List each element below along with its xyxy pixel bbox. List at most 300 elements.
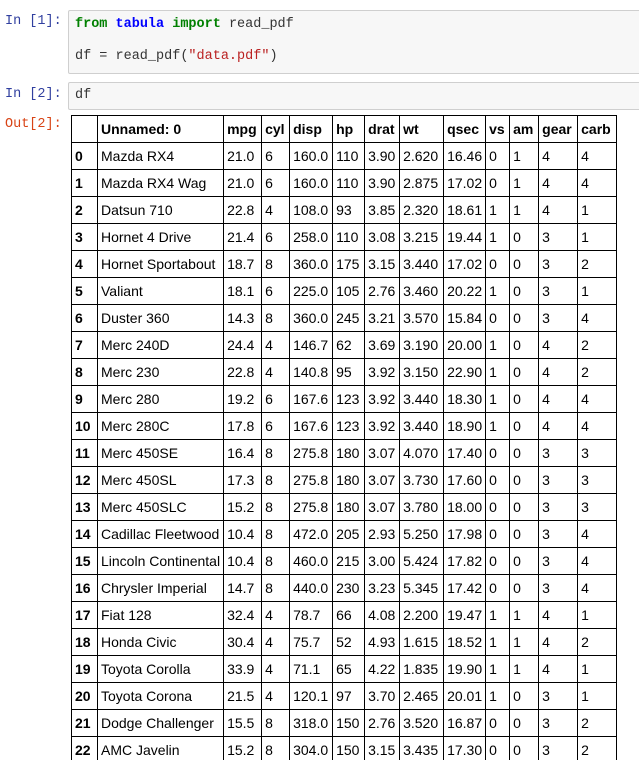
- code-line: df: [75, 88, 92, 103]
- table-cell: 2.200: [400, 602, 444, 629]
- table-cell: 52: [333, 629, 365, 656]
- table-cell: 3.07: [365, 440, 400, 467]
- table-cell: 0: [486, 251, 510, 278]
- table-cell: 0: [510, 737, 539, 760]
- table-cell: Lincoln Continental: [98, 548, 224, 575]
- table-cell: 1: [486, 602, 510, 629]
- column-header: gear: [539, 116, 578, 143]
- table-cell: 3.85: [365, 197, 400, 224]
- table-cell: 3.21: [365, 305, 400, 332]
- column-header: Unnamed: 0: [98, 116, 224, 143]
- code-text: ): [269, 49, 278, 64]
- table-cell: 2.76: [365, 710, 400, 737]
- table-cell: 0: [486, 467, 510, 494]
- table-cell: 150: [333, 710, 365, 737]
- table-row: [72, 602, 617, 629]
- table-row: [72, 359, 617, 386]
- table-cell: 66: [333, 602, 365, 629]
- row-index: 6: [72, 305, 98, 332]
- table-cell: 5.250: [400, 521, 444, 548]
- table-cell: 2.93: [365, 521, 400, 548]
- table-cell: 440.0: [290, 575, 333, 602]
- table-row: [72, 440, 617, 467]
- table-cell: 6: [262, 170, 290, 197]
- table-row: [72, 332, 617, 359]
- table-cell: 318.0: [290, 710, 333, 737]
- table-cell: 0: [486, 305, 510, 332]
- column-header: mpg: [224, 116, 262, 143]
- table-cell: 0: [510, 224, 539, 251]
- row-index: 4: [72, 251, 98, 278]
- table-cell: 2.76: [365, 278, 400, 305]
- table-cell: 0: [510, 305, 539, 332]
- table-cell: 3.90: [365, 143, 400, 170]
- table-cell: Datsun 710: [98, 197, 224, 224]
- table-row: [72, 170, 617, 197]
- table-cell: 15.5: [224, 710, 262, 737]
- column-header: cyl: [262, 116, 290, 143]
- table-cell: 0: [510, 413, 539, 440]
- table-cell: 4.22: [365, 656, 400, 683]
- table-cell: 0: [486, 170, 510, 197]
- table-cell: 3.69: [365, 332, 400, 359]
- table-cell: 160.0: [290, 143, 333, 170]
- table-cell: 19.44: [444, 224, 486, 251]
- table-cell: 0: [510, 251, 539, 278]
- table-cell: 5.424: [400, 548, 444, 575]
- table-cell: 4: [578, 143, 617, 170]
- table-cell: 0: [510, 440, 539, 467]
- table-cell: 1: [510, 656, 539, 683]
- table-cell: Valiant: [98, 278, 224, 305]
- row-index: 5: [72, 278, 98, 305]
- table-row: [72, 305, 617, 332]
- string-literal: "data.pdf": [188, 49, 270, 64]
- table-cell: 1: [510, 170, 539, 197]
- column-header: drat: [365, 116, 400, 143]
- table-cell: 3: [539, 494, 578, 521]
- table-cell: 3.15: [365, 251, 400, 278]
- column-header: [72, 116, 98, 143]
- row-index: 20: [72, 683, 98, 710]
- table-cell: 32.4: [224, 602, 262, 629]
- table-cell: Dodge Challenger: [98, 710, 224, 737]
- table-cell: Merc 450SLC: [98, 494, 224, 521]
- table-cell: 14.3: [224, 305, 262, 332]
- table-cell: 3.70: [365, 683, 400, 710]
- column-header: am: [510, 116, 539, 143]
- table-cell: 1: [510, 629, 539, 656]
- dataframe-table: [71, 115, 617, 760]
- table-cell: Hornet 4 Drive: [98, 224, 224, 251]
- table-cell: 8: [262, 521, 290, 548]
- table-cell: 2: [578, 629, 617, 656]
- table-cell: 3.15: [365, 737, 400, 760]
- table-cell: 0: [486, 521, 510, 548]
- table-cell: 150: [333, 737, 365, 760]
- table-cell: 215: [333, 548, 365, 575]
- table-cell: 3: [578, 440, 617, 467]
- table-cell: 4: [262, 332, 290, 359]
- table-cell: 0: [510, 548, 539, 575]
- table-cell: 21.0: [224, 143, 262, 170]
- row-index: 1: [72, 170, 98, 197]
- table-cell: Merc 450SE: [98, 440, 224, 467]
- table-cell: 17.42: [444, 575, 486, 602]
- row-index: 16: [72, 575, 98, 602]
- table-cell: 19.2: [224, 386, 262, 413]
- table-cell: Honda Civic: [98, 629, 224, 656]
- table-cell: 4: [539, 656, 578, 683]
- code-text: df = read_pdf(: [75, 49, 189, 64]
- table-cell: 2: [578, 710, 617, 737]
- table-cell: 18.7: [224, 251, 262, 278]
- table-cell: 230: [333, 575, 365, 602]
- table-cell: 0: [510, 494, 539, 521]
- table-cell: 30.4: [224, 629, 262, 656]
- table-cell: 180: [333, 467, 365, 494]
- table-cell: 110: [333, 224, 365, 251]
- table-cell: 14.7: [224, 575, 262, 602]
- table-cell: 0: [486, 737, 510, 760]
- table-cell: Fiat 128: [98, 602, 224, 629]
- table-cell: 4: [262, 683, 290, 710]
- table-cell: 4: [539, 629, 578, 656]
- row-index: 18: [72, 629, 98, 656]
- table-cell: 15.2: [224, 494, 262, 521]
- table-cell: 4: [262, 629, 290, 656]
- table-cell: 17.98: [444, 521, 486, 548]
- table-cell: Merc 450SL: [98, 467, 224, 494]
- imported-name: read_pdf: [220, 17, 294, 32]
- table-cell: 0: [510, 683, 539, 710]
- table-cell: 8: [262, 251, 290, 278]
- table-cell: 93: [333, 197, 365, 224]
- table-cell: 22.8: [224, 359, 262, 386]
- table-cell: 6: [262, 224, 290, 251]
- keyword-from: from: [75, 17, 108, 32]
- table-header-row: [72, 116, 617, 143]
- row-index: 3: [72, 224, 98, 251]
- table-cell: 1: [486, 197, 510, 224]
- table-cell: 17.82: [444, 548, 486, 575]
- row-index: 7: [72, 332, 98, 359]
- table-cell: 15.2: [224, 737, 262, 760]
- table-cell: 17.60: [444, 467, 486, 494]
- table-cell: Mazda RX4: [98, 143, 224, 170]
- table-cell: 4: [539, 413, 578, 440]
- row-index: 13: [72, 494, 98, 521]
- input-prompt-1: In [1]:: [5, 14, 62, 29]
- table-cell: 1: [578, 197, 617, 224]
- table-cell: 78.7: [290, 602, 333, 629]
- table-cell: 19.47: [444, 602, 486, 629]
- table-cell: 19.90: [444, 656, 486, 683]
- table-cell: 10.4: [224, 548, 262, 575]
- table-cell: 4.070: [400, 440, 444, 467]
- table-cell: 3.190: [400, 332, 444, 359]
- table-cell: 20.22: [444, 278, 486, 305]
- column-header: vs: [486, 116, 510, 143]
- table-row: [72, 251, 617, 278]
- table-cell: Merc 240D: [98, 332, 224, 359]
- table-cell: 21.4: [224, 224, 262, 251]
- table-cell: Merc 230: [98, 359, 224, 386]
- table-cell: 460.0: [290, 548, 333, 575]
- table-cell: 1: [486, 413, 510, 440]
- table-cell: Toyota Corolla: [98, 656, 224, 683]
- table-cell: 18.61: [444, 197, 486, 224]
- table-cell: 140.8: [290, 359, 333, 386]
- table-cell: 16.4: [224, 440, 262, 467]
- table-cell: 1: [578, 224, 617, 251]
- table-cell: 8: [262, 575, 290, 602]
- table-cell: 3: [539, 278, 578, 305]
- code-line-1: [75, 17, 294, 32]
- table-cell: 8: [262, 305, 290, 332]
- table-cell: 4: [539, 602, 578, 629]
- table-row: [72, 575, 617, 602]
- column-header: disp: [290, 116, 333, 143]
- table-cell: 4: [578, 575, 617, 602]
- table-cell: 4: [578, 305, 617, 332]
- column-header: carb: [578, 116, 617, 143]
- table-cell: 1: [486, 332, 510, 359]
- table-cell: 3.440: [400, 386, 444, 413]
- table-row: [72, 197, 617, 224]
- table-cell: 1.615: [400, 629, 444, 656]
- table-cell: 8: [262, 467, 290, 494]
- row-index: 10: [72, 413, 98, 440]
- row-index: 15: [72, 548, 98, 575]
- table-cell: 65: [333, 656, 365, 683]
- table-cell: 1: [486, 224, 510, 251]
- table-cell: 0: [510, 386, 539, 413]
- table-cell: 4: [262, 656, 290, 683]
- table-cell: 3: [578, 494, 617, 521]
- table-cell: 1: [510, 602, 539, 629]
- table-cell: 15.84: [444, 305, 486, 332]
- table-cell: 18.00: [444, 494, 486, 521]
- code-cell-2[interactable]: [68, 82, 639, 110]
- table-cell: 5.345: [400, 575, 444, 602]
- table-cell: 0: [486, 440, 510, 467]
- table-row: [72, 386, 617, 413]
- table-row: [72, 494, 617, 521]
- table-cell: 62: [333, 332, 365, 359]
- table-cell: 0: [510, 521, 539, 548]
- table-cell: Mazda RX4 Wag: [98, 170, 224, 197]
- table-cell: 2.620: [400, 143, 444, 170]
- table-cell: 2: [578, 737, 617, 760]
- table-cell: 17.8: [224, 413, 262, 440]
- table-cell: 17.02: [444, 170, 486, 197]
- table-cell: 22.90: [444, 359, 486, 386]
- table-cell: 0: [486, 710, 510, 737]
- table-cell: 167.6: [290, 386, 333, 413]
- table-cell: 97: [333, 683, 365, 710]
- table-cell: 275.8: [290, 440, 333, 467]
- row-index: 9: [72, 386, 98, 413]
- table-cell: 6: [262, 143, 290, 170]
- table-cell: 3: [539, 521, 578, 548]
- table-cell: 258.0: [290, 224, 333, 251]
- table-cell: 3.150: [400, 359, 444, 386]
- table-row: [72, 737, 617, 760]
- table-cell: 4: [262, 359, 290, 386]
- table-cell: 0: [486, 143, 510, 170]
- table-cell: 75.7: [290, 629, 333, 656]
- row-index: 8: [72, 359, 98, 386]
- table-cell: 1: [486, 629, 510, 656]
- table-cell: 3: [539, 683, 578, 710]
- table-cell: 1: [578, 602, 617, 629]
- table-cell: 472.0: [290, 521, 333, 548]
- table-cell: 225.0: [290, 278, 333, 305]
- table-cell: 18.30: [444, 386, 486, 413]
- row-index: 11: [72, 440, 98, 467]
- table-cell: 3.92: [365, 413, 400, 440]
- column-header: hp: [333, 116, 365, 143]
- table-cell: 17.3: [224, 467, 262, 494]
- table-cell: 3: [539, 467, 578, 494]
- table-cell: 0: [510, 710, 539, 737]
- table-cell: 108.0: [290, 197, 333, 224]
- table-row: [72, 278, 617, 305]
- table-cell: 1: [578, 656, 617, 683]
- table-cell: 105: [333, 278, 365, 305]
- table-cell: 3.215: [400, 224, 444, 251]
- column-header: wt: [400, 116, 444, 143]
- code-cell-1[interactable]: [68, 10, 639, 74]
- table-cell: Cadillac Fleetwood: [98, 521, 224, 548]
- table-cell: 0: [510, 359, 539, 386]
- row-index: 19: [72, 656, 98, 683]
- table-cell: 0: [510, 575, 539, 602]
- table-cell: 123: [333, 386, 365, 413]
- table-cell: 180: [333, 494, 365, 521]
- row-index: 12: [72, 467, 98, 494]
- table-cell: 17.40: [444, 440, 486, 467]
- table-row: [72, 656, 617, 683]
- table-cell: 3.460: [400, 278, 444, 305]
- table-cell: 3.92: [365, 359, 400, 386]
- table-cell: 160.0: [290, 170, 333, 197]
- table-cell: 275.8: [290, 494, 333, 521]
- table-cell: 4: [539, 170, 578, 197]
- table-cell: 18.1: [224, 278, 262, 305]
- table-cell: 3.440: [400, 413, 444, 440]
- table-cell: Toyota Corona: [98, 683, 224, 710]
- row-index: 0: [72, 143, 98, 170]
- table-cell: 3.07: [365, 494, 400, 521]
- table-cell: 20.01: [444, 683, 486, 710]
- table-cell: 3: [539, 440, 578, 467]
- table-cell: 3.730: [400, 467, 444, 494]
- table-cell: Merc 280: [98, 386, 224, 413]
- table-row: [72, 683, 617, 710]
- table-cell: 3: [539, 251, 578, 278]
- table-cell: 33.9: [224, 656, 262, 683]
- table-cell: 110: [333, 143, 365, 170]
- table-cell: 16.87: [444, 710, 486, 737]
- table-cell: 17.02: [444, 251, 486, 278]
- table-cell: 4: [539, 386, 578, 413]
- table-cell: 3.90: [365, 170, 400, 197]
- table-cell: 304.0: [290, 737, 333, 760]
- table-cell: 4: [539, 197, 578, 224]
- table-row: [72, 467, 617, 494]
- table-cell: 180: [333, 440, 365, 467]
- table-cell: 8: [262, 737, 290, 760]
- table-cell: 4: [578, 170, 617, 197]
- table-cell: 4: [262, 197, 290, 224]
- table-cell: 146.7: [290, 332, 333, 359]
- table-cell: Hornet Sportabout: [98, 251, 224, 278]
- table-cell: 21.0: [224, 170, 262, 197]
- table-cell: 3: [539, 305, 578, 332]
- table-cell: 22.8: [224, 197, 262, 224]
- table-cell: 4: [262, 602, 290, 629]
- table-cell: 8: [262, 494, 290, 521]
- table-cell: 3.520: [400, 710, 444, 737]
- table-cell: 205: [333, 521, 365, 548]
- table-cell: 6: [262, 386, 290, 413]
- table-cell: 1: [510, 143, 539, 170]
- table-cell: 3: [539, 224, 578, 251]
- table-cell: 71.1: [290, 656, 333, 683]
- row-index: 17: [72, 602, 98, 629]
- table-cell: 3.780: [400, 494, 444, 521]
- table-cell: 167.6: [290, 413, 333, 440]
- table-cell: 0: [510, 467, 539, 494]
- table-cell: 245: [333, 305, 365, 332]
- table-cell: 3.92: [365, 386, 400, 413]
- table-row: [72, 710, 617, 737]
- table-cell: 2: [578, 251, 617, 278]
- table-cell: 24.4: [224, 332, 262, 359]
- table-cell: 275.8: [290, 467, 333, 494]
- table-cell: 2: [578, 359, 617, 386]
- code-line-2: [75, 49, 278, 64]
- table-cell: 2: [578, 332, 617, 359]
- table-cell: AMC Javelin: [98, 737, 224, 760]
- table-row: [72, 224, 617, 251]
- output-prompt-2: Out[2]:: [5, 117, 62, 132]
- table-cell: 95: [333, 359, 365, 386]
- table-cell: 0: [486, 548, 510, 575]
- table-cell: 1: [486, 656, 510, 683]
- table-cell: 10.4: [224, 521, 262, 548]
- table-cell: 3.07: [365, 467, 400, 494]
- table-cell: Duster 360: [98, 305, 224, 332]
- row-index: 2: [72, 197, 98, 224]
- row-index: 14: [72, 521, 98, 548]
- table-cell: 120.1: [290, 683, 333, 710]
- table-cell: 4: [539, 359, 578, 386]
- table-cell: 3.23: [365, 575, 400, 602]
- table-cell: 3: [539, 575, 578, 602]
- table-cell: 3.570: [400, 305, 444, 332]
- table-cell: 3.435: [400, 737, 444, 760]
- table-cell: 20.00: [444, 332, 486, 359]
- table-cell: 4: [539, 143, 578, 170]
- table-row: [72, 548, 617, 575]
- table-row: [72, 521, 617, 548]
- table-cell: 110: [333, 170, 365, 197]
- table-cell: 360.0: [290, 251, 333, 278]
- table-cell: 6: [262, 278, 290, 305]
